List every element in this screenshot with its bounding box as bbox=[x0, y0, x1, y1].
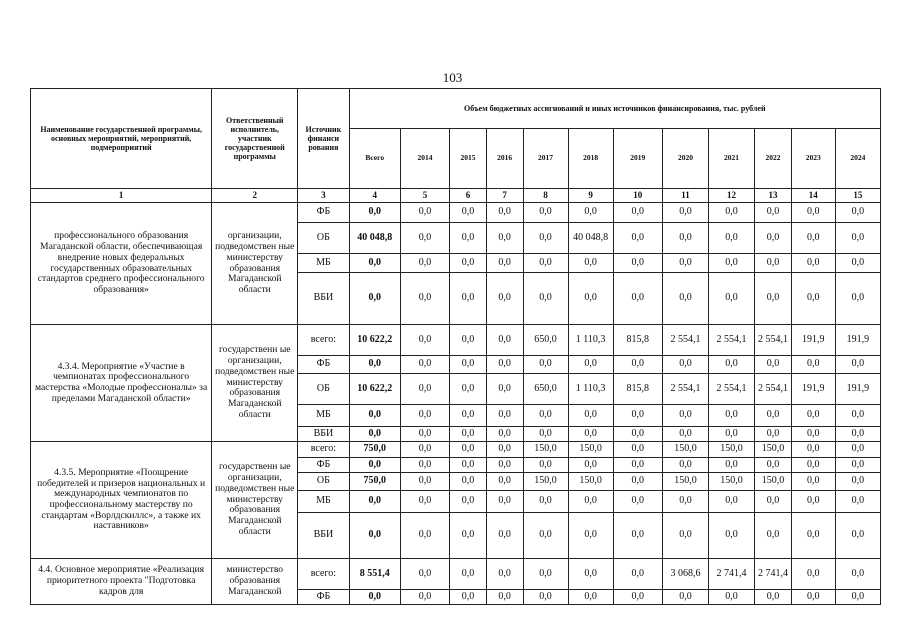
column-number: 11 bbox=[662, 189, 708, 203]
program-name-cell: 4.3.4. Мероприятие «Участие в чемпионатах профессионального мастерства «Молодые профессионалы» за пределами Магаданской области» bbox=[31, 325, 212, 442]
total-cell: 0,0 bbox=[349, 590, 400, 605]
column-number: 2 bbox=[212, 189, 298, 203]
year-value-cell: 150,0 bbox=[662, 442, 708, 458]
year-value-cell: 0,0 bbox=[486, 590, 523, 605]
year-value-cell: 191,9 bbox=[835, 374, 880, 405]
header-year: 2021 bbox=[709, 129, 755, 189]
year-value-cell: 0,0 bbox=[568, 405, 613, 427]
year-value-cell: 0,0 bbox=[709, 223, 755, 254]
total-cell: 0,0 bbox=[349, 254, 400, 273]
source-cell: ВБИ bbox=[298, 513, 349, 559]
year-value-cell: 0,0 bbox=[613, 405, 662, 427]
year-value-cell: 0,0 bbox=[755, 223, 792, 254]
year-value-cell: 0,0 bbox=[568, 273, 613, 325]
year-value-cell: 0,0 bbox=[523, 223, 568, 254]
year-value-cell: 0,0 bbox=[450, 473, 487, 491]
year-value-cell: 0,0 bbox=[613, 491, 662, 513]
source-cell: всего: bbox=[298, 325, 349, 356]
year-value-cell: 0,0 bbox=[523, 254, 568, 273]
header-responsible: Ответственный исполнитель, участник государственной программы bbox=[212, 89, 298, 189]
year-value-cell: 2 554,1 bbox=[662, 374, 708, 405]
year-value-cell: 0,0 bbox=[400, 559, 449, 590]
column-number: 14 bbox=[791, 189, 835, 203]
year-value-cell: 0,0 bbox=[709, 254, 755, 273]
source-cell: ОБ bbox=[298, 473, 349, 491]
source-cell: ОБ bbox=[298, 374, 349, 405]
year-value-cell: 0,0 bbox=[400, 273, 449, 325]
year-value-cell: 0,0 bbox=[835, 203, 880, 223]
year-value-cell: 0,0 bbox=[709, 458, 755, 473]
year-value-cell: 0,0 bbox=[791, 405, 835, 427]
year-value-cell: 0,0 bbox=[523, 590, 568, 605]
year-value-cell: 0,0 bbox=[755, 590, 792, 605]
year-value-cell: 0,0 bbox=[755, 203, 792, 223]
year-value-cell: 0,0 bbox=[486, 325, 523, 356]
year-value-cell: 2 554,1 bbox=[662, 325, 708, 356]
year-value-cell: 0,0 bbox=[486, 356, 523, 374]
year-value-cell: 0,0 bbox=[662, 427, 708, 442]
year-value-cell: 0,0 bbox=[613, 356, 662, 374]
year-value-cell: 0,0 bbox=[523, 427, 568, 442]
year-value-cell: 0,0 bbox=[791, 590, 835, 605]
year-value-cell: 0,0 bbox=[613, 590, 662, 605]
year-value-cell: 0,0 bbox=[709, 203, 755, 223]
header-year: 2020 bbox=[662, 129, 708, 189]
year-value-cell: 0,0 bbox=[450, 223, 487, 254]
year-value-cell: 0,0 bbox=[568, 559, 613, 590]
year-value-cell: 0,0 bbox=[662, 458, 708, 473]
year-value-cell: 0,0 bbox=[486, 458, 523, 473]
source-cell: МБ bbox=[298, 254, 349, 273]
responsible-cell: организации, подведомствен ные министерству образования Магаданской области bbox=[212, 203, 298, 325]
year-value-cell: 0,0 bbox=[450, 356, 487, 374]
year-value-cell: 0,0 bbox=[709, 405, 755, 427]
year-value-cell: 0,0 bbox=[613, 223, 662, 254]
year-value-cell: 0,0 bbox=[400, 458, 449, 473]
year-value-cell: 0,0 bbox=[613, 273, 662, 325]
year-value-cell: 0,0 bbox=[486, 273, 523, 325]
header-year: 2018 bbox=[568, 129, 613, 189]
year-value-cell: 0,0 bbox=[791, 559, 835, 590]
header-source: Источник финанси рования bbox=[298, 89, 349, 189]
year-value-cell: 0,0 bbox=[523, 356, 568, 374]
total-cell: 0,0 bbox=[349, 491, 400, 513]
responsible-cell: государственн ые организации, подведомствен ные министерству образования Магаданской области bbox=[212, 325, 298, 442]
header-year: 2022 bbox=[755, 129, 792, 189]
year-value-cell: 0,0 bbox=[486, 491, 523, 513]
year-value-cell: 0,0 bbox=[568, 590, 613, 605]
header-year: 2015 bbox=[450, 129, 487, 189]
year-value-cell: 0,0 bbox=[568, 513, 613, 559]
column-number: 10 bbox=[613, 189, 662, 203]
year-value-cell: 0,0 bbox=[835, 559, 880, 590]
year-value-cell: 0,0 bbox=[486, 559, 523, 590]
year-value-cell: 0,0 bbox=[400, 223, 449, 254]
responsible-cell: министерство образования Магаданской bbox=[212, 559, 298, 605]
year-value-cell: 0,0 bbox=[613, 559, 662, 590]
total-cell: 10 622,2 bbox=[349, 325, 400, 356]
year-value-cell: 0,0 bbox=[613, 442, 662, 458]
header-total: Всего bbox=[349, 129, 400, 189]
year-value-cell: 0,0 bbox=[400, 356, 449, 374]
header-year: 2016 bbox=[486, 129, 523, 189]
total-cell: 8 551,4 bbox=[349, 559, 400, 590]
year-value-cell: 0,0 bbox=[835, 458, 880, 473]
year-value-cell: 191,9 bbox=[835, 325, 880, 356]
year-value-cell: 0,0 bbox=[835, 473, 880, 491]
year-value-cell: 815,8 bbox=[613, 374, 662, 405]
year-value-cell: 0,0 bbox=[450, 513, 487, 559]
column-number: 6 bbox=[450, 189, 487, 203]
year-value-cell: 0,0 bbox=[709, 356, 755, 374]
year-value-cell: 0,0 bbox=[450, 442, 487, 458]
year-value-cell: 191,9 bbox=[791, 325, 835, 356]
year-value-cell: 0,0 bbox=[486, 223, 523, 254]
year-value-cell: 0,0 bbox=[450, 374, 487, 405]
year-value-cell: 0,0 bbox=[400, 325, 449, 356]
year-value-cell: 150,0 bbox=[709, 442, 755, 458]
table-row bbox=[31, 559, 881, 590]
year-value-cell: 0,0 bbox=[400, 374, 449, 405]
year-value-cell: 0,0 bbox=[835, 223, 880, 254]
year-value-cell: 0,0 bbox=[755, 254, 792, 273]
header-budget: Объем бюджетных ассигнований и иных источников финансирования, тыс. рублей bbox=[349, 89, 880, 129]
year-value-cell: 0,0 bbox=[400, 442, 449, 458]
year-value-cell: 0,0 bbox=[791, 513, 835, 559]
total-cell: 0,0 bbox=[349, 458, 400, 473]
year-value-cell: 150,0 bbox=[662, 473, 708, 491]
source-cell: ФБ bbox=[298, 590, 349, 605]
column-number: 8 bbox=[523, 189, 568, 203]
year-value-cell: 0,0 bbox=[662, 273, 708, 325]
year-value-cell: 0,0 bbox=[662, 254, 708, 273]
year-value-cell: 0,0 bbox=[400, 405, 449, 427]
year-value-cell: 0,0 bbox=[450, 325, 487, 356]
year-value-cell: 0,0 bbox=[523, 203, 568, 223]
source-cell: всего: bbox=[298, 559, 349, 590]
year-value-cell: 0,0 bbox=[523, 458, 568, 473]
year-value-cell: 0,0 bbox=[791, 427, 835, 442]
year-value-cell: 0,0 bbox=[568, 254, 613, 273]
column-number: 12 bbox=[709, 189, 755, 203]
year-value-cell: 0,0 bbox=[613, 473, 662, 491]
year-value-cell: 0,0 bbox=[835, 254, 880, 273]
total-cell: 750,0 bbox=[349, 473, 400, 491]
year-value-cell: 2 554,1 bbox=[755, 374, 792, 405]
year-value-cell: 150,0 bbox=[523, 442, 568, 458]
year-value-cell: 0,0 bbox=[755, 427, 792, 442]
year-value-cell: 650,0 bbox=[523, 374, 568, 405]
year-value-cell: 0,0 bbox=[400, 491, 449, 513]
year-value-cell: 0,0 bbox=[791, 473, 835, 491]
column-number: 3 bbox=[298, 189, 349, 203]
year-value-cell: 0,0 bbox=[400, 427, 449, 442]
year-value-cell: 0,0 bbox=[613, 427, 662, 442]
year-value-cell: 0,0 bbox=[791, 442, 835, 458]
year-value-cell: 3 068,6 bbox=[662, 559, 708, 590]
year-value-cell: 0,0 bbox=[450, 590, 487, 605]
budget-table bbox=[30, 88, 881, 605]
year-value-cell: 0,0 bbox=[523, 491, 568, 513]
source-cell: ВБИ bbox=[298, 273, 349, 325]
year-value-cell: 0,0 bbox=[662, 491, 708, 513]
year-value-cell: 0,0 bbox=[486, 442, 523, 458]
year-value-cell: 0,0 bbox=[486, 513, 523, 559]
table-row bbox=[31, 203, 881, 223]
year-value-cell: 0,0 bbox=[613, 513, 662, 559]
year-value-cell: 0,0 bbox=[568, 458, 613, 473]
year-value-cell: 0,0 bbox=[613, 254, 662, 273]
table-row bbox=[31, 325, 881, 356]
year-value-cell: 815,8 bbox=[613, 325, 662, 356]
year-value-cell: 0,0 bbox=[835, 427, 880, 442]
year-value-cell: 0,0 bbox=[568, 356, 613, 374]
total-cell: 0,0 bbox=[349, 427, 400, 442]
header-year: 2019 bbox=[613, 129, 662, 189]
year-value-cell: 0,0 bbox=[709, 513, 755, 559]
column-number: 5 bbox=[400, 189, 449, 203]
header-year: 2023 bbox=[791, 129, 835, 189]
year-value-cell: 0,0 bbox=[662, 405, 708, 427]
year-value-cell: 0,0 bbox=[450, 203, 487, 223]
year-value-cell: 0,0 bbox=[400, 254, 449, 273]
year-value-cell: 0,0 bbox=[709, 590, 755, 605]
year-value-cell: 0,0 bbox=[755, 491, 792, 513]
total-cell: 10 622,2 bbox=[349, 374, 400, 405]
year-value-cell: 191,9 bbox=[791, 374, 835, 405]
year-value-cell: 0,0 bbox=[662, 223, 708, 254]
year-value-cell: 0,0 bbox=[613, 203, 662, 223]
total-cell: 0,0 bbox=[349, 356, 400, 374]
year-value-cell: 0,0 bbox=[400, 473, 449, 491]
year-value-cell: 0,0 bbox=[709, 491, 755, 513]
year-value-cell: 2 741,4 bbox=[755, 559, 792, 590]
header-year: 2014 bbox=[400, 129, 449, 189]
year-value-cell: 0,0 bbox=[662, 356, 708, 374]
year-value-cell: 0,0 bbox=[450, 559, 487, 590]
year-value-cell: 0,0 bbox=[791, 491, 835, 513]
year-value-cell: 0,0 bbox=[450, 405, 487, 427]
year-value-cell: 0,0 bbox=[755, 273, 792, 325]
year-value-cell: 0,0 bbox=[755, 356, 792, 374]
year-value-cell: 0,0 bbox=[791, 273, 835, 325]
year-value-cell: 0,0 bbox=[568, 491, 613, 513]
year-value-cell: 0,0 bbox=[523, 559, 568, 590]
year-value-cell: 2 554,1 bbox=[709, 374, 755, 405]
total-cell: 40 048,8 bbox=[349, 223, 400, 254]
total-cell: 0,0 bbox=[349, 273, 400, 325]
column-number: 4 bbox=[349, 189, 400, 203]
year-value-cell: 1 110,3 bbox=[568, 325, 613, 356]
year-value-cell: 2 554,1 bbox=[755, 325, 792, 356]
year-value-cell: 150,0 bbox=[755, 473, 792, 491]
year-value-cell: 0,0 bbox=[486, 405, 523, 427]
year-value-cell: 0,0 bbox=[791, 223, 835, 254]
year-value-cell: 0,0 bbox=[835, 356, 880, 374]
header-year: 2024 bbox=[835, 129, 880, 189]
total-cell: 0,0 bbox=[349, 513, 400, 559]
year-value-cell: 150,0 bbox=[568, 442, 613, 458]
year-value-cell: 0,0 bbox=[755, 458, 792, 473]
year-value-cell: 2 741,4 bbox=[709, 559, 755, 590]
source-cell: МБ bbox=[298, 405, 349, 427]
table-row bbox=[31, 442, 881, 458]
program-name-cell: 4.3.5. Мероприятие «Поощрение победителей и призеров национальных и международных чемпионатов по профессиональному мастерству по стандартам «Ворлдскиллс», а также их наставников» bbox=[31, 442, 212, 559]
year-value-cell: 150,0 bbox=[709, 473, 755, 491]
year-value-cell: 150,0 bbox=[755, 442, 792, 458]
year-value-cell: 0,0 bbox=[523, 405, 568, 427]
column-number: 13 bbox=[755, 189, 792, 203]
year-value-cell: 0,0 bbox=[450, 491, 487, 513]
year-value-cell: 0,0 bbox=[523, 513, 568, 559]
year-value-cell: 0,0 bbox=[450, 427, 487, 442]
total-cell: 750,0 bbox=[349, 442, 400, 458]
column-number: 15 bbox=[835, 189, 880, 203]
year-value-cell: 0,0 bbox=[791, 254, 835, 273]
year-value-cell: 0,0 bbox=[755, 405, 792, 427]
year-value-cell: 40 048,8 bbox=[568, 223, 613, 254]
total-cell: 0,0 bbox=[349, 203, 400, 223]
source-cell: ВБИ bbox=[298, 427, 349, 442]
source-cell: ФБ bbox=[298, 458, 349, 473]
year-value-cell: 0,0 bbox=[523, 273, 568, 325]
header-year: 2017 bbox=[523, 129, 568, 189]
year-value-cell: 0,0 bbox=[709, 427, 755, 442]
year-value-cell: 0,0 bbox=[450, 254, 487, 273]
year-value-cell: 0,0 bbox=[835, 491, 880, 513]
responsible-cell: государственн ые организации, подведомствен ные министерству образования Магаданской области bbox=[212, 442, 298, 559]
year-value-cell: 0,0 bbox=[791, 458, 835, 473]
year-value-cell: 0,0 bbox=[486, 203, 523, 223]
header-name: Наименование государственной программы, основных мероприятий, мероприятий, подмероприятий bbox=[31, 89, 212, 189]
year-value-cell: 0,0 bbox=[613, 458, 662, 473]
year-value-cell: 0,0 bbox=[400, 590, 449, 605]
year-value-cell: 0,0 bbox=[709, 273, 755, 325]
source-cell: МБ bbox=[298, 491, 349, 513]
year-value-cell: 0,0 bbox=[662, 513, 708, 559]
year-value-cell: 0,0 bbox=[486, 427, 523, 442]
year-value-cell: 0,0 bbox=[791, 356, 835, 374]
year-value-cell: 0,0 bbox=[568, 427, 613, 442]
year-value-cell: 1 110,3 bbox=[568, 374, 613, 405]
year-value-cell: 0,0 bbox=[835, 273, 880, 325]
program-name-cell: 4.4. Основное мероприятие «Реализация приоритетного проекта "Подготовка кадров для bbox=[31, 559, 212, 605]
source-cell: ФБ bbox=[298, 356, 349, 374]
source-cell: ОБ bbox=[298, 223, 349, 254]
source-cell: всего: bbox=[298, 442, 349, 458]
year-value-cell: 0,0 bbox=[400, 203, 449, 223]
column-number: 9 bbox=[568, 189, 613, 203]
page-number: 103 bbox=[442, 70, 463, 85]
year-value-cell: 150,0 bbox=[568, 473, 613, 491]
year-value-cell: 0,0 bbox=[450, 458, 487, 473]
year-value-cell: 150,0 bbox=[523, 473, 568, 491]
year-value-cell: 0,0 bbox=[835, 513, 880, 559]
year-value-cell: 0,0 bbox=[486, 473, 523, 491]
year-value-cell: 0,0 bbox=[450, 273, 487, 325]
year-value-cell: 0,0 bbox=[835, 590, 880, 605]
year-value-cell: 650,0 bbox=[523, 325, 568, 356]
year-value-cell: 0,0 bbox=[568, 203, 613, 223]
year-value-cell: 0,0 bbox=[486, 254, 523, 273]
year-value-cell: 0,0 bbox=[662, 590, 708, 605]
year-value-cell: 0,0 bbox=[835, 405, 880, 427]
year-value-cell: 0,0 bbox=[662, 203, 708, 223]
program-name-cell: профессионального образования Магаданской области, обеспечивающая внедрение новых федеральных государственных образовательных стандартов среднего профессионального образования» bbox=[31, 203, 212, 325]
total-cell: 0,0 bbox=[349, 405, 400, 427]
year-value-cell: 0,0 bbox=[755, 513, 792, 559]
column-number: 1 bbox=[31, 189, 212, 203]
source-cell: ФБ bbox=[298, 203, 349, 223]
year-value-cell: 0,0 bbox=[486, 374, 523, 405]
column-number: 7 bbox=[486, 189, 523, 203]
year-value-cell: 0,0 bbox=[791, 203, 835, 223]
year-value-cell: 0,0 bbox=[835, 442, 880, 458]
year-value-cell: 0,0 bbox=[400, 513, 449, 559]
year-value-cell: 2 554,1 bbox=[709, 325, 755, 356]
